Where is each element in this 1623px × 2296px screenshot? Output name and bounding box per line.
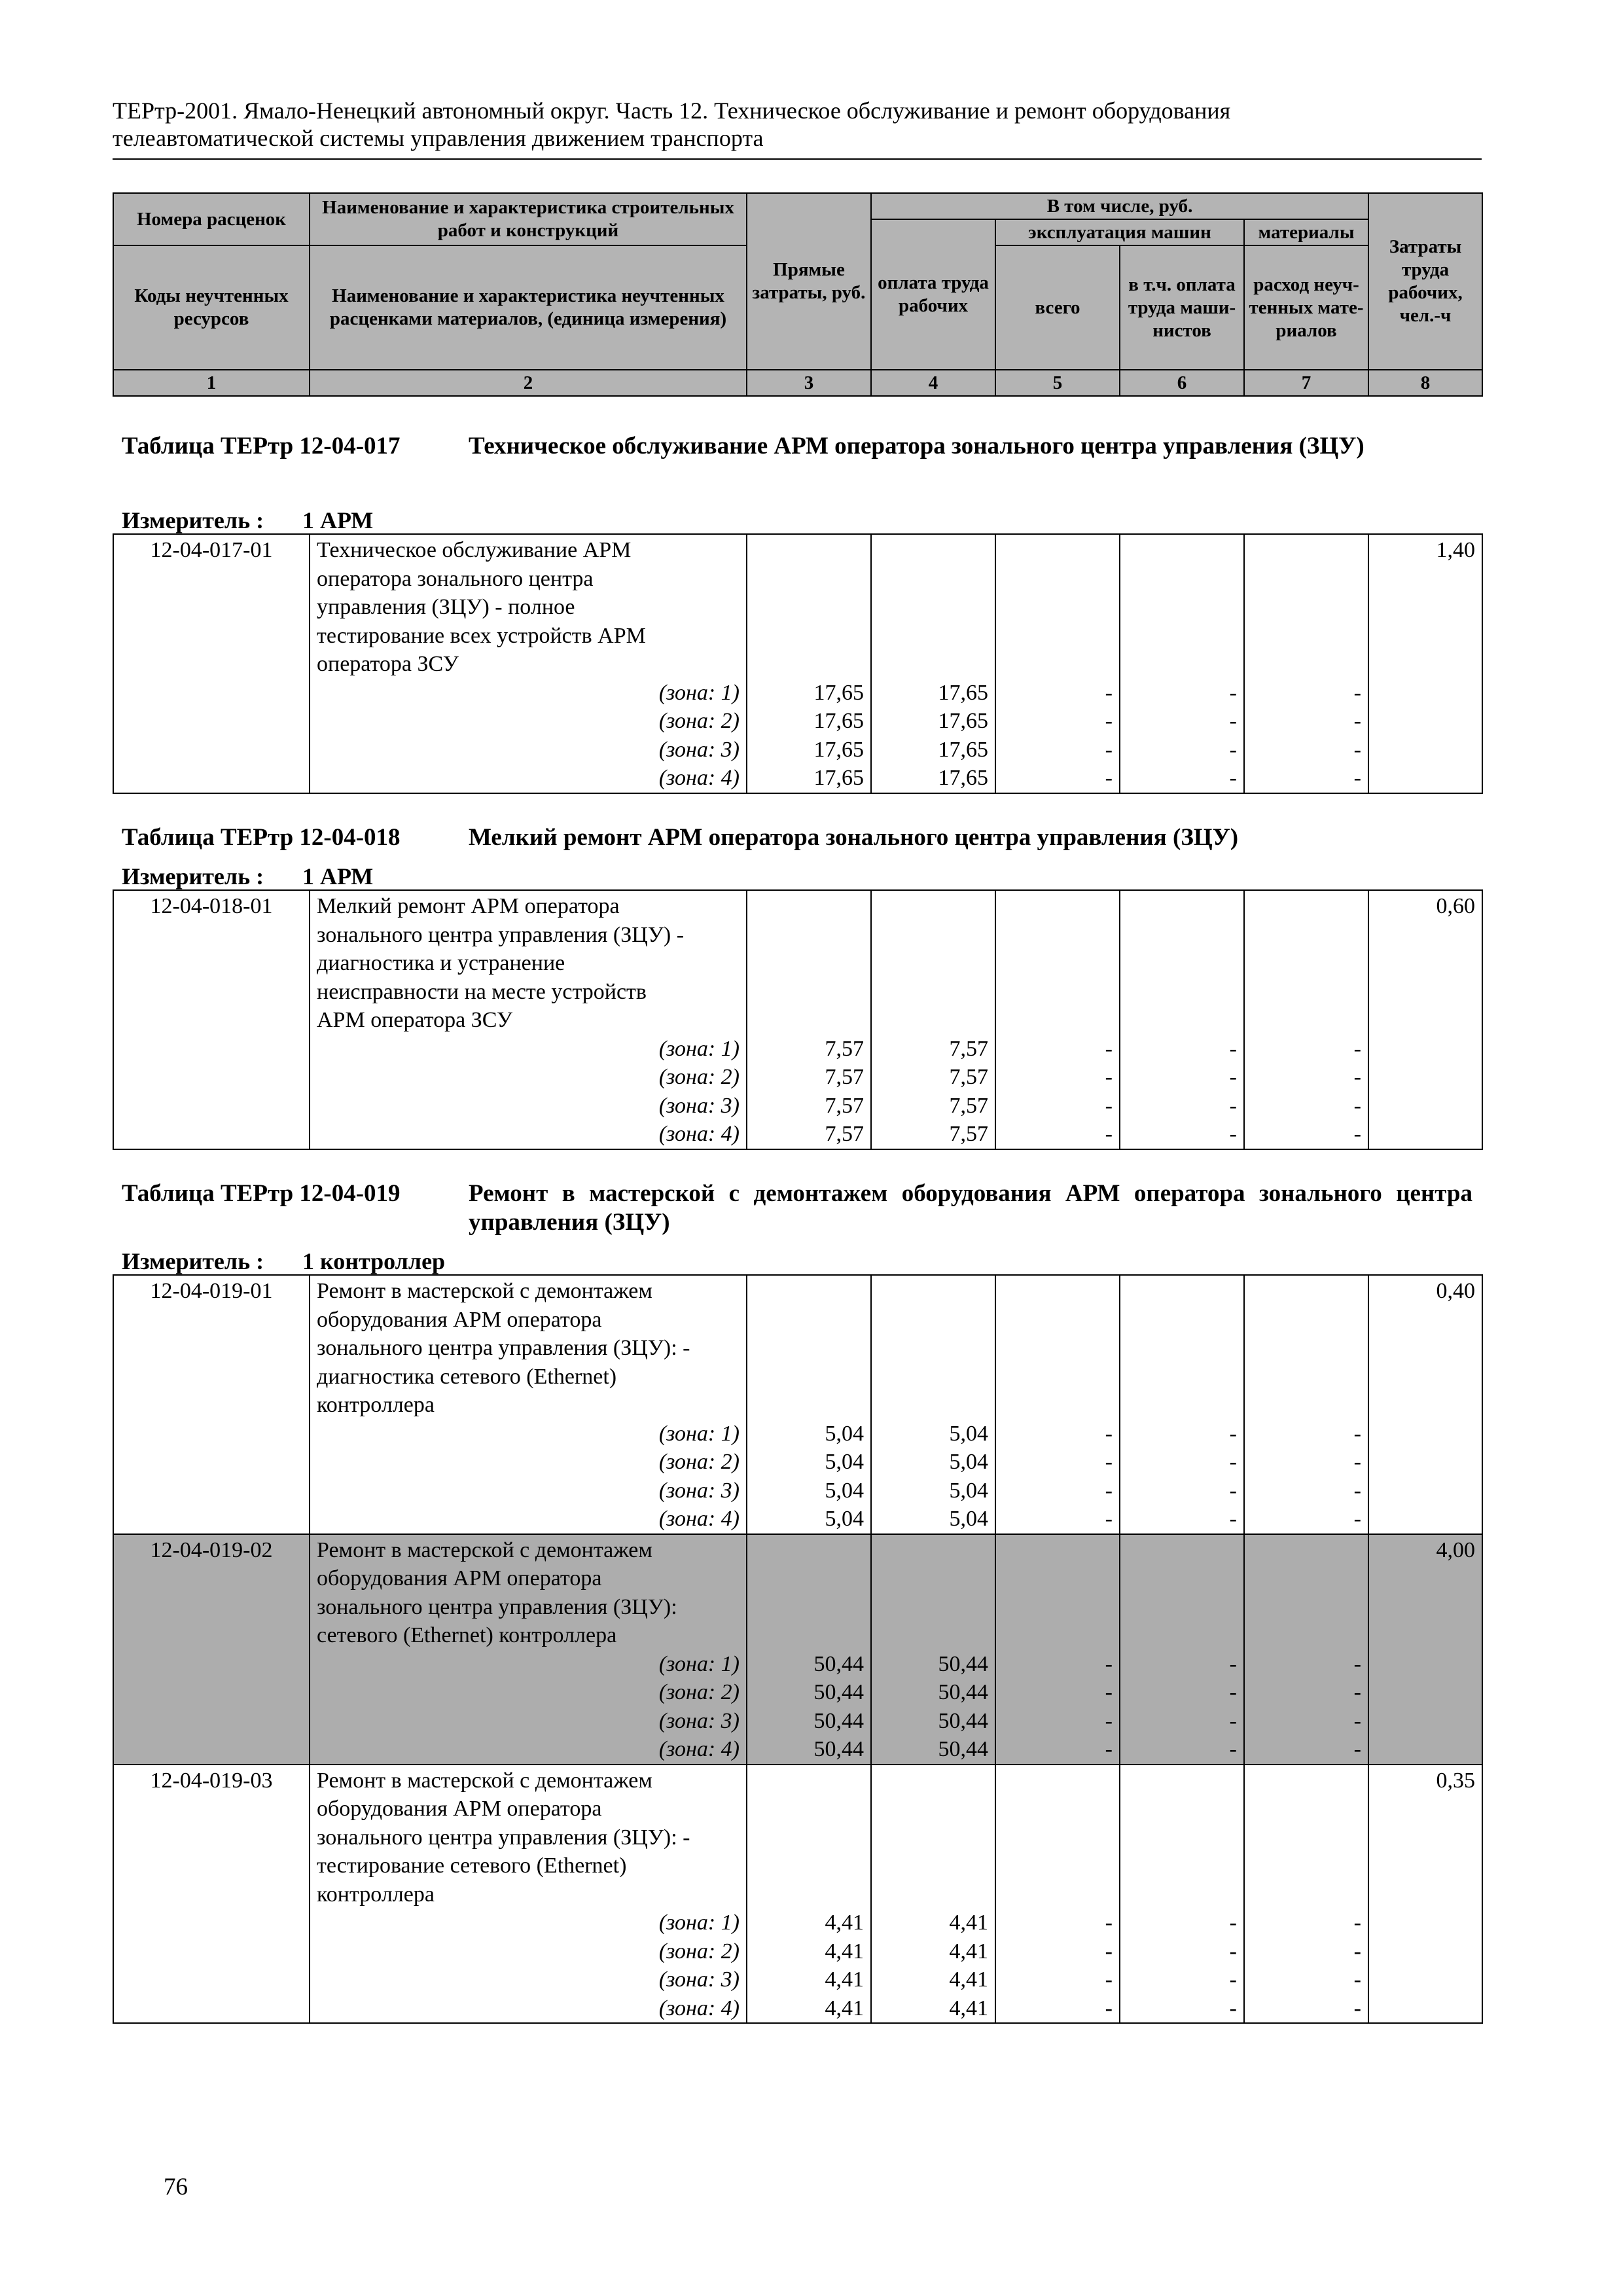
direct-costs: 17,65: [747, 764, 871, 793]
measure-unit: 1 АРМ: [302, 507, 374, 533]
machinist-pay: -: [1120, 1994, 1244, 2024]
materials-consumption: -: [1244, 1063, 1368, 1092]
zone-row: [113, 1505, 1482, 1534]
machinist-pay: -: [1120, 679, 1244, 708]
zone-row: [113, 1420, 1482, 1448]
rate-description-line: контроллера: [310, 1880, 747, 1909]
zone-row: [113, 1735, 1482, 1765]
rate-code: 12-04-017-01: [113, 534, 310, 793]
machinist-pay: -: [1120, 1965, 1244, 1994]
header-rate-numbers: Номера расценок: [113, 193, 310, 245]
machinist-pay: -: [1120, 1650, 1244, 1679]
materials-consumption: -: [1244, 1505, 1368, 1534]
empty-cell: [871, 1534, 995, 1650]
zone-row: [113, 1092, 1482, 1121]
rate-description-line: Мелкий ремонт АРМ оператора: [310, 890, 747, 921]
direct-costs: 7,57: [747, 1063, 871, 1092]
worker-pay: 4,41: [871, 1937, 995, 1966]
zone-row: [113, 1909, 1482, 1937]
direct-costs: 5,04: [747, 1420, 871, 1448]
empty-cell: [1244, 1765, 1368, 1909]
machinist-pay: -: [1120, 1035, 1244, 1064]
rate-description-line: зонального центра управления (ЗЦУ):: [310, 1593, 747, 1622]
empty-cell: [1244, 1275, 1368, 1420]
rate-description-line: тестирование всех устройств АРМ: [310, 622, 747, 651]
header-unaccounted-materials: расход неуч-тенных мате-риалов: [1244, 245, 1368, 370]
running-header: [113, 97, 1482, 152]
materials-consumption: -: [1244, 1909, 1368, 1937]
empty-cell: [747, 1534, 871, 1650]
rate-description-line: зонального центра управления (ЗЦУ): -: [310, 1823, 747, 1852]
zone-row: [113, 1448, 1482, 1477]
direct-costs: 5,04: [747, 1505, 871, 1534]
rate-description-line: Ремонт в мастерской с демонтажем: [310, 1275, 747, 1306]
materials-consumption: -: [1244, 1994, 1368, 2024]
rate-code: 12-04-019-01: [113, 1275, 310, 1534]
empty-cell: [747, 1275, 871, 1420]
zone-row: [113, 1937, 1482, 1966]
worker-pay: 17,65: [871, 679, 995, 708]
direct-costs: 7,57: [747, 1092, 871, 1121]
worker-pay: 5,04: [871, 1448, 995, 1477]
direct-costs: 7,57: [747, 1120, 871, 1149]
header-direct-costs: Прямые затраты, руб.: [747, 193, 871, 370]
zone-label: (зона: 3): [310, 1092, 747, 1121]
col-number: 4: [871, 370, 995, 396]
materials-consumption: -: [1244, 1965, 1368, 1994]
worker-pay: 50,44: [871, 1735, 995, 1765]
empty-cell: [1244, 534, 1368, 679]
rate-description-line: сетевого (Ethernet) контроллера: [310, 1621, 747, 1650]
empty-cell: [1120, 1534, 1244, 1650]
worker-pay: 17,65: [871, 736, 995, 764]
direct-costs: 5,04: [747, 1477, 871, 1505]
labor-costs: 0,40: [1368, 1275, 1482, 1534]
rate-description-line: Ремонт в мастерской с демонтажем: [310, 1534, 747, 1565]
machinist-pay: -: [1120, 1735, 1244, 1765]
direct-costs: 5,04: [747, 1448, 871, 1477]
machinist-pay: -: [1120, 1707, 1244, 1736]
measure-label: Измеритель :: [122, 1248, 264, 1274]
zone-label: (зона: 4): [310, 1994, 747, 2024]
machinist-pay: -: [1120, 1477, 1244, 1505]
zone-label: (зона: 3): [310, 1477, 747, 1505]
rate-table: [113, 533, 1483, 794]
column-header-table: [113, 192, 1483, 397]
empty-cell: [995, 890, 1120, 1035]
worker-pay: 7,57: [871, 1063, 995, 1092]
materials-consumption: -: [1244, 1678, 1368, 1707]
machinist-pay: -: [1120, 1937, 1244, 1966]
worker-pay: 4,41: [871, 1965, 995, 1994]
worker-pay: 7,57: [871, 1120, 995, 1149]
worker-pay: 5,04: [871, 1420, 995, 1448]
zone-label: (зона: 1): [310, 1909, 747, 1937]
header-resource-codes: Коды неучтенных ресурсов: [113, 245, 310, 370]
col-number: 2: [310, 370, 747, 396]
direct-costs: 4,41: [747, 1994, 871, 2024]
empty-cell: [871, 1275, 995, 1420]
machinist-pay: -: [1120, 1120, 1244, 1149]
zone-row: [113, 1477, 1482, 1505]
rate-description-line: Ремонт в мастерской с демонтажем: [310, 1765, 747, 1795]
materials-consumption: -: [1244, 1707, 1368, 1736]
section-heading: Техническое обслуживание АРМ оператора зонального центра управления (ЗЦУ): [469, 433, 1364, 459]
measure-label: Измеритель :: [122, 507, 264, 533]
section-code: Таблица ТЕРтр 12-04-018: [122, 824, 401, 851]
rate-description-line: зонального центра управления (ЗЦУ): -: [310, 1334, 747, 1363]
rate-description-line: оператора ЗСУ: [310, 650, 747, 679]
materials-consumption: -: [1244, 1120, 1368, 1149]
materials-consumption: -: [1244, 764, 1368, 793]
empty-cell: [747, 890, 871, 1035]
rate-description-line: оборудования АРМ оператора: [310, 1306, 747, 1335]
materials-consumption: -: [1244, 736, 1368, 764]
table-row: [113, 890, 1482, 921]
direct-costs: 17,65: [747, 707, 871, 736]
rate-code: 12-04-018-01: [113, 890, 310, 1149]
rate-description-line: оборудования АРМ оператора: [310, 1564, 747, 1593]
zone-row: [113, 1035, 1482, 1064]
section-code: Таблица ТЕРтр 12-04-017: [122, 433, 401, 459]
zone-row: [113, 1678, 1482, 1707]
zone-row: [113, 1994, 1482, 2024]
rate-table: [113, 1274, 1483, 2024]
worker-pay: 7,57: [871, 1035, 995, 1064]
machinist-pay: -: [1120, 1448, 1244, 1477]
worker-pay: 17,65: [871, 764, 995, 793]
direct-costs: 17,65: [747, 679, 871, 708]
machine-total: -: [995, 1678, 1120, 1707]
zone-row: [113, 679, 1482, 708]
zone-row: [113, 1650, 1482, 1679]
direct-costs: 4,41: [747, 1965, 871, 1994]
machine-total: -: [995, 1650, 1120, 1679]
header-total: всего: [995, 245, 1120, 370]
empty-cell: [871, 890, 995, 1035]
empty-cell: [995, 1534, 1120, 1650]
zone-label: (зона: 3): [310, 1965, 747, 1994]
zone-label: (зона: 2): [310, 1937, 747, 1966]
worker-pay: 7,57: [871, 1092, 995, 1121]
zone-row: [113, 1120, 1482, 1149]
zone-row: [113, 707, 1482, 736]
materials-consumption: -: [1244, 1092, 1368, 1121]
machinist-pay: -: [1120, 1092, 1244, 1121]
rate-description-line: тестирование сетевого (Ethernet): [310, 1852, 747, 1880]
rate-description-line: управления (ЗЦУ) - полное: [310, 593, 747, 622]
machine-total: -: [995, 707, 1120, 736]
labor-costs: 4,00: [1368, 1534, 1482, 1765]
machine-total: -: [995, 1707, 1120, 1736]
section-heading: Мелкий ремонт АРМ оператора зонального центра управления (ЗЦУ): [469, 824, 1239, 851]
machinist-pay: -: [1120, 707, 1244, 736]
col-number: 5: [995, 370, 1120, 396]
header-materials: материалы: [1244, 219, 1368, 245]
machinist-pay: -: [1120, 736, 1244, 764]
table-row: [113, 534, 1482, 565]
table-row: [113, 1765, 1482, 1795]
table-row: [113, 1534, 1482, 1565]
empty-cell: [747, 534, 871, 679]
zone-label: (зона: 1): [310, 1650, 747, 1679]
machine-total: -: [995, 1965, 1120, 1994]
direct-costs: 7,57: [747, 1035, 871, 1064]
header-labor-costs: Затраты труда рабочих, чел.-ч: [1368, 193, 1482, 370]
direct-costs: 4,41: [747, 1937, 871, 1966]
machine-total: -: [995, 1909, 1120, 1937]
zone-label: (зона: 2): [310, 1063, 747, 1092]
zone-row: [113, 1063, 1482, 1092]
header-worker-pay: оплата труда рабочих: [871, 219, 995, 370]
zone-label: (зона: 4): [310, 764, 747, 793]
empty-cell: [995, 1275, 1120, 1420]
rate-code: 12-04-019-02: [113, 1534, 310, 1765]
zone-label: (зона: 3): [310, 1707, 747, 1736]
zone-label: (зона: 4): [310, 1505, 747, 1534]
rate-table: [113, 889, 1483, 1150]
zone-label: (зона: 1): [310, 1420, 747, 1448]
machine-total: -: [995, 1420, 1120, 1448]
machine-total: -: [995, 1120, 1120, 1149]
rate-description-line: диагностика сетевого (Ethernet): [310, 1363, 747, 1391]
empty-cell: [995, 1765, 1120, 1909]
labor-costs: 0,35: [1368, 1765, 1482, 2024]
worker-pay: 4,41: [871, 1909, 995, 1937]
empty-cell: [1120, 890, 1244, 1035]
rate-description-line: неисправности на месте устройств: [310, 978, 747, 1007]
rate-description-line: диагностика и устранение: [310, 949, 747, 978]
section-measure: [122, 863, 374, 890]
header-material-name: Наименование и характеристика неучтенных расценками материалов, (единица измерения): [310, 245, 747, 370]
rate-description-line: оператора зонального центра: [310, 565, 747, 594]
zone-label: (зона: 2): [310, 707, 747, 736]
zone-label: (зона: 1): [310, 679, 747, 708]
materials-consumption: -: [1244, 1477, 1368, 1505]
machine-total: -: [995, 1735, 1120, 1765]
col-number: 3: [747, 370, 871, 396]
materials-consumption: -: [1244, 707, 1368, 736]
section-code: Таблица ТЕРтр 12-04-019: [122, 1180, 401, 1207]
empty-cell: [1120, 1275, 1244, 1420]
machine-total: -: [995, 736, 1120, 764]
empty-cell: [747, 1765, 871, 1909]
zone-label: (зона: 1): [310, 1035, 747, 1064]
worker-pay: 5,04: [871, 1477, 995, 1505]
machinist-pay: -: [1120, 1909, 1244, 1937]
materials-consumption: -: [1244, 1420, 1368, 1448]
machine-total: -: [995, 1477, 1120, 1505]
machine-total: -: [995, 764, 1120, 793]
materials-consumption: -: [1244, 1735, 1368, 1765]
empty-cell: [1120, 1765, 1244, 1909]
measure-unit: 1 АРМ: [302, 863, 374, 889]
machine-total: -: [995, 1063, 1120, 1092]
zone-label: (зона: 2): [310, 1448, 747, 1477]
worker-pay: 4,41: [871, 1994, 995, 2024]
machinist-pay: -: [1120, 1420, 1244, 1448]
header-machine-operation: эксплуатация машин: [995, 219, 1244, 245]
zone-label: (зона: 4): [310, 1735, 747, 1765]
section-measure: [122, 507, 374, 534]
machine-total: -: [995, 1092, 1120, 1121]
zone-row: [113, 1707, 1482, 1736]
col-number: 1: [113, 370, 310, 396]
header-machinist-pay: в т.ч. оплата труда маши-нистов: [1120, 245, 1244, 370]
rate-description-line: оборудования АРМ оператора: [310, 1795, 747, 1823]
rate-description-line: АРМ оператора ЗСУ: [310, 1006, 747, 1035]
materials-consumption: -: [1244, 679, 1368, 708]
zone-label: (зона: 2): [310, 1678, 747, 1707]
materials-consumption: -: [1244, 1448, 1368, 1477]
zone-row: [113, 736, 1482, 764]
empty-cell: [1244, 890, 1368, 1035]
rate-description-line: контроллера: [310, 1391, 747, 1420]
worker-pay: 50,44: [871, 1650, 995, 1679]
zone-row: [113, 1965, 1482, 1994]
worker-pay: 5,04: [871, 1505, 995, 1534]
direct-costs: 50,44: [747, 1650, 871, 1679]
machine-total: -: [995, 1448, 1120, 1477]
direct-costs: 50,44: [747, 1678, 871, 1707]
machinist-pay: -: [1120, 764, 1244, 793]
zone-label: (зона: 4): [310, 1120, 747, 1149]
machinist-pay: -: [1120, 1678, 1244, 1707]
machine-total: -: [995, 1035, 1120, 1064]
direct-costs: 17,65: [747, 736, 871, 764]
machine-total: -: [995, 679, 1120, 708]
labor-costs: 0,60: [1368, 890, 1482, 1149]
machinist-pay: -: [1120, 1063, 1244, 1092]
machine-total: -: [995, 1937, 1120, 1966]
materials-consumption: -: [1244, 1937, 1368, 1966]
machinist-pay: -: [1120, 1505, 1244, 1534]
direct-costs: 4,41: [747, 1909, 871, 1937]
header-including: В том числе, руб.: [871, 193, 1368, 219]
header-work-name: Наименование и характеристика строительных работ и конструкций: [310, 193, 747, 245]
rate-description-line: Техническое обслуживание АРМ: [310, 534, 747, 565]
measure-unit: 1 контроллер: [302, 1248, 446, 1274]
materials-consumption: -: [1244, 1650, 1368, 1679]
worker-pay: 50,44: [871, 1707, 995, 1736]
empty-cell: [871, 1765, 995, 1909]
running-header-line-1: ТЕРтр-2001. Ямало-Ненецкий автономный округ. Часть 12. Техническое обслуживание и ремонт оборудования: [113, 98, 1231, 124]
zone-row: [113, 764, 1482, 793]
measure-label: Измеритель :: [122, 863, 264, 889]
table-row: [113, 1275, 1482, 1306]
direct-costs: 50,44: [747, 1735, 871, 1765]
empty-cell: [1244, 1534, 1368, 1650]
empty-cell: [1120, 534, 1244, 679]
rate-code: 12-04-019-03: [113, 1765, 310, 2024]
worker-pay: 50,44: [871, 1678, 995, 1707]
col-number: 6: [1120, 370, 1244, 396]
labor-costs: 1,40: [1368, 534, 1482, 793]
machine-total: -: [995, 1505, 1120, 1534]
running-header-line-2: телеавтоматической системы управления движением транспорта: [113, 125, 764, 151]
page-number: 76: [164, 2174, 188, 2200]
col-number: 7: [1244, 370, 1368, 396]
col-number: 8: [1368, 370, 1482, 396]
rate-description-line: зонального центра управления (ЗЦУ) -: [310, 921, 747, 950]
zone-label: (зона: 3): [310, 736, 747, 764]
empty-cell: [995, 534, 1120, 679]
section-heading: Ремонт в мастерской с демонтажем оборудования АРМ оператора зонального центра управления (ЗЦУ): [469, 1180, 1472, 1236]
machine-total: -: [995, 1994, 1120, 2024]
empty-cell: [871, 534, 995, 679]
header-rule: [113, 158, 1482, 160]
worker-pay: 17,65: [871, 707, 995, 736]
section-measure: [122, 1247, 446, 1275]
direct-costs: 50,44: [747, 1707, 871, 1736]
materials-consumption: -: [1244, 1035, 1368, 1064]
